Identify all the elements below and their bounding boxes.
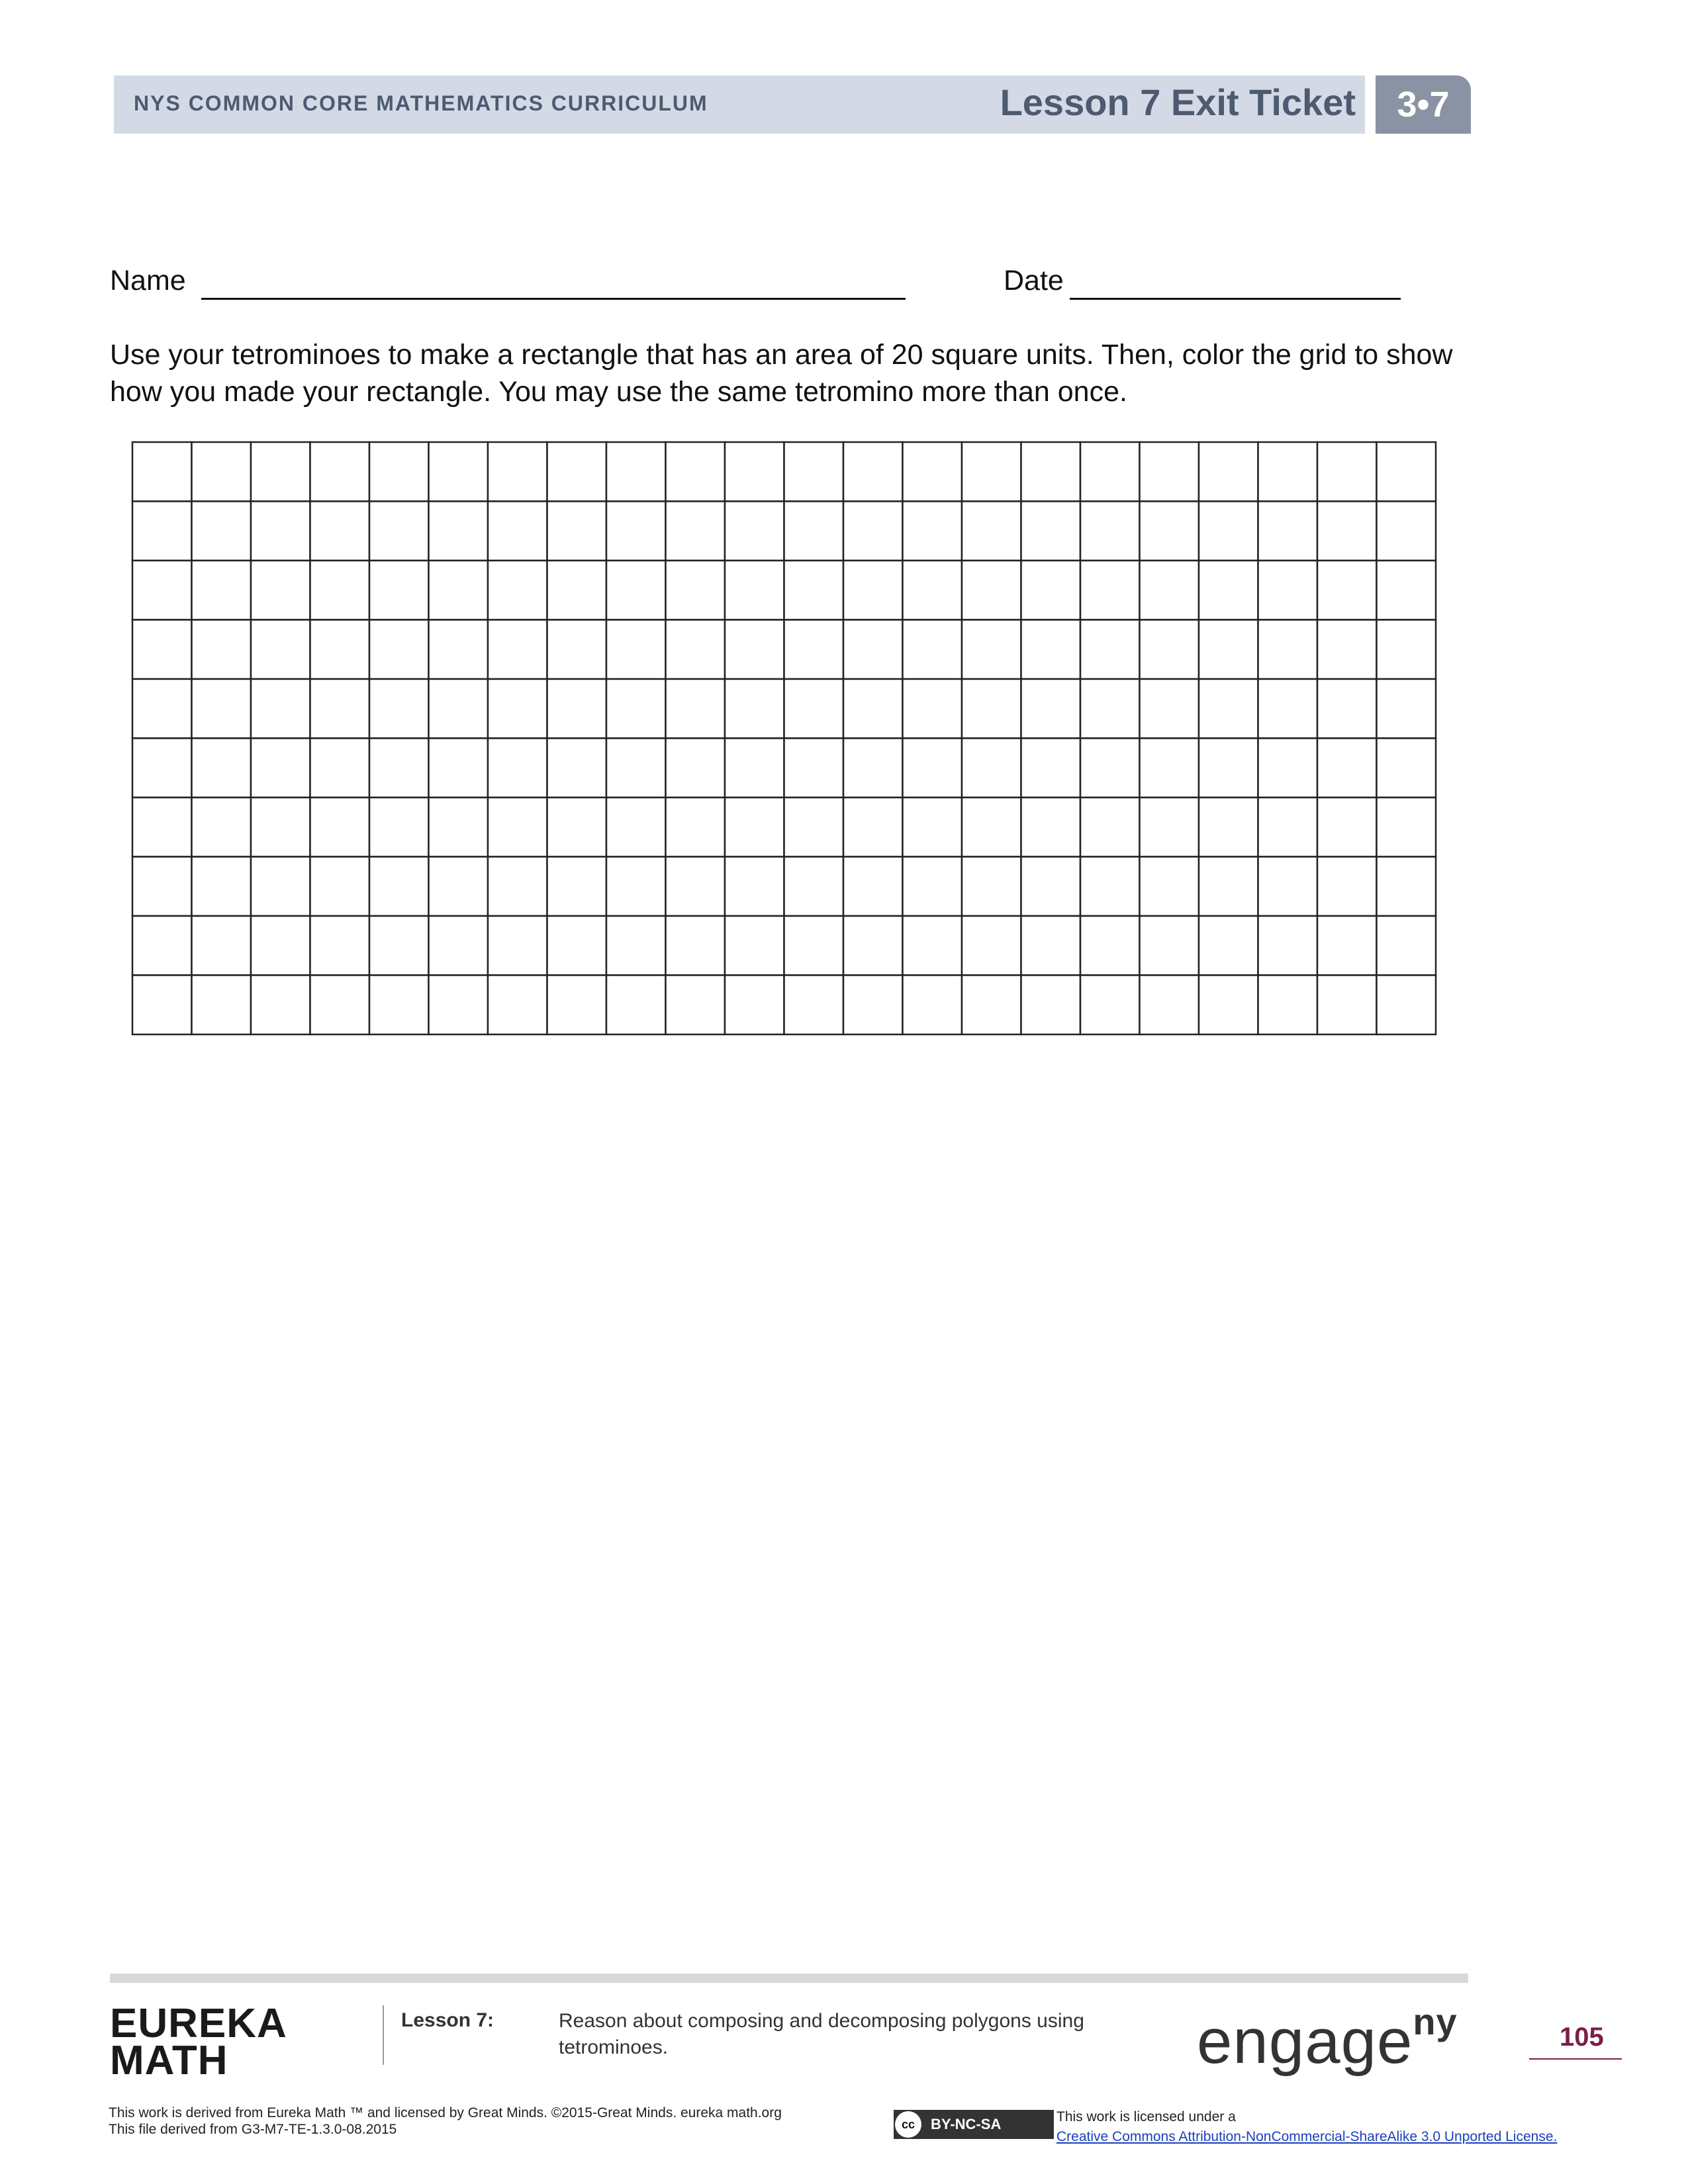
grid-cell[interactable] [1140,502,1199,561]
grid-cell[interactable] [310,857,370,917]
grid-cell[interactable] [192,502,252,561]
grid-cell[interactable] [962,561,1021,620]
credit-text [109,2105,782,2138]
grid-cell[interactable] [606,502,666,561]
grid-cell[interactable] [962,739,1021,798]
grid-cell[interactable] [1140,620,1199,680]
grid-cell[interactable] [1080,620,1140,680]
grid-cell[interactable] [547,620,607,680]
grid-cell[interactable] [1199,857,1258,917]
grid-cell[interactable] [1377,442,1436,502]
grid-cell[interactable] [606,916,666,976]
grid-cell[interactable] [962,797,1021,857]
grid-cell[interactable] [547,916,607,976]
grid-cell[interactable] [784,857,844,917]
grid-cell[interactable] [369,620,429,680]
grid-cell[interactable] [192,739,252,798]
grid-cell[interactable] [784,561,844,620]
grid-cell[interactable] [547,502,607,561]
grid-cell[interactable] [251,916,310,976]
grid-cell[interactable] [192,916,252,976]
grid-cell[interactable] [369,797,429,857]
grid-cell[interactable] [1258,797,1318,857]
grid-cell[interactable] [132,976,192,1035]
grid-cell[interactable] [903,916,962,976]
instructions-line-1: Use your tetrominoes to make a rectangle that has an area of 20 square units. Then, color the grid to show [110,339,1453,371]
grid-cell[interactable] [606,442,666,502]
grid-cell[interactable] [429,976,489,1035]
grid-cell[interactable] [369,916,429,976]
curriculum-title: NYS COMMON CORE MATHEMATICS CURRICULUM [134,91,708,115]
grid-cell[interactable] [606,561,666,620]
grid-cell[interactable] [1080,797,1140,857]
cc-license-badge [894,2110,1054,2139]
grid-cell[interactable] [251,679,310,739]
grid-cell[interactable] [132,502,192,561]
grid-cell[interactable] [784,739,844,798]
grid-cell[interactable] [1140,857,1199,917]
grid-cell[interactable] [1258,976,1318,1035]
grid-cell[interactable] [843,561,903,620]
grid-cell[interactable] [903,502,962,561]
footer-rule [110,1974,1468,1983]
grid-cell[interactable] [488,916,547,976]
grid-cell[interactable] [251,502,310,561]
grid-cell[interactable] [251,857,310,917]
grid-cell[interactable] [1080,857,1140,917]
grid-cell[interactable] [1021,502,1081,561]
grid-cell[interactable] [1080,976,1140,1035]
grid-cell[interactable] [488,797,547,857]
grid-cell[interactable] [369,442,429,502]
grid-cell[interactable] [310,442,370,502]
grid-cell[interactable] [1080,679,1140,739]
grid-cell[interactable] [547,976,607,1035]
grid-cell[interactable] [132,442,192,502]
grid-cell[interactable] [962,976,1021,1035]
grid-cell[interactable] [488,976,547,1035]
grid-cell[interactable] [1080,442,1140,502]
grid-cell[interactable] [488,857,547,917]
grid-cell[interactable] [547,561,607,620]
grid-cell[interactable] [843,857,903,917]
grid-cell[interactable] [192,797,252,857]
grid-cell[interactable] [666,679,726,739]
grid-cell[interactable] [725,442,784,502]
grid-cell[interactable] [547,739,607,798]
grid-cell[interactable] [1258,679,1318,739]
cc-icon: cc [895,2111,921,2138]
credit-line-2: This file derived from G3-M7-TE-1.3.0-08.2015 [109,2122,397,2137]
grid-cell[interactable] [784,442,844,502]
name-label: Name [110,265,186,296]
grid-cell[interactable] [1199,976,1258,1035]
grid-cell[interactable] [251,739,310,798]
grid-cell[interactable] [843,620,903,680]
grid-cell[interactable] [843,976,903,1035]
engage-text: engage [1197,2006,1413,2077]
grid-cell[interactable] [192,976,252,1035]
grid-cell[interactable] [429,442,489,502]
grid-cell[interactable] [1021,916,1081,976]
grid-cell[interactable] [369,739,429,798]
grid-cell[interactable] [843,797,903,857]
grid-cell[interactable] [1258,739,1318,798]
page-number-rule [1529,2058,1622,2060]
grid-cell[interactable] [1140,797,1199,857]
grid-cell[interactable] [1258,857,1318,917]
engage-sup: ny [1413,2001,1458,2042]
grid-cell[interactable] [310,976,370,1035]
grid-cell[interactable] [725,739,784,798]
grid-cell[interactable] [310,620,370,680]
grid-cell[interactable] [132,561,192,620]
page-number: 105 [1560,2023,1604,2052]
grid-cell[interactable] [784,976,844,1035]
grid-cell[interactable] [962,857,1021,917]
grid-cell[interactable] [606,857,666,917]
grid-cell[interactable] [1317,561,1377,620]
grid-cell[interactable] [1140,916,1199,976]
grid-cell[interactable] [903,857,962,917]
grid-cell[interactable] [132,739,192,798]
grid-cell[interactable] [1317,916,1377,976]
instructions-line-2: how you made your rectangle. You may use the same tetromino more than once. [110,376,1127,408]
grid-cell[interactable] [488,502,547,561]
grid-cell[interactable] [784,916,844,976]
grid-cell[interactable] [132,916,192,976]
lesson-title: Lesson 7 Exit Ticket [1000,81,1356,123]
grid-cell[interactable] [784,620,844,680]
grid-cell[interactable] [1377,916,1436,976]
grid-cell[interactable] [666,976,726,1035]
grid-cell[interactable] [1199,679,1258,739]
grid-cell[interactable] [429,916,489,976]
grid-cell[interactable] [429,561,489,620]
grid-cell[interactable] [666,797,726,857]
grid-cell[interactable] [251,561,310,620]
grid-cell[interactable] [1317,620,1377,680]
credit-line-1: This work is derived from Eureka Math ™ and licensed by Great Minds. ©2015-Great Minds. eureka math.org [109,2105,782,2120]
grid-cell[interactable] [429,797,489,857]
grid-cell[interactable] [1021,620,1081,680]
grid-cell[interactable] [429,620,489,680]
grid-cell[interactable] [666,502,726,561]
grid-cell[interactable] [1199,442,1258,502]
grid-cell[interactable] [1021,857,1081,917]
grid-cell[interactable] [666,739,726,798]
grid-cell[interactable] [1377,857,1436,917]
grid-cell[interactable] [1377,739,1436,798]
grid-cell[interactable] [1080,739,1140,798]
grid-cell[interactable] [1140,976,1199,1035]
grid-cell[interactable] [1199,739,1258,798]
grid-cell[interactable] [547,857,607,917]
grid-cell[interactable] [547,797,607,857]
grid-cell[interactable] [1317,857,1377,917]
grid-cell[interactable] [784,502,844,561]
grid-cell[interactable] [1140,561,1199,620]
grid-cell[interactable] [725,976,784,1035]
grid-cell[interactable] [1199,502,1258,561]
grid-cell[interactable] [547,442,607,502]
grid-cell[interactable] [1021,797,1081,857]
grid-cell[interactable] [1377,620,1436,680]
grid-cell[interactable] [1199,620,1258,680]
grid-cell[interactable] [1258,502,1318,561]
grid-cell[interactable] [1317,502,1377,561]
grid-cell[interactable] [310,561,370,620]
license-text [1056,2107,1557,2147]
grid-cell[interactable] [1317,739,1377,798]
grid-cell[interactable] [1377,502,1436,561]
grid-cell[interactable] [310,679,370,739]
grid-cell[interactable] [903,620,962,680]
grid-cell[interactable] [843,442,903,502]
grid-cell[interactable] [962,679,1021,739]
grid-cell[interactable] [132,797,192,857]
grid-cell[interactable] [843,679,903,739]
logo-line-1: EUREKA [110,2001,287,2046]
grid-cell[interactable] [369,976,429,1035]
grid-cell[interactable] [488,679,547,739]
grid-cell[interactable] [251,620,310,680]
footer-lesson-description: Reason about composing and decomposing polygons using tetrominoes. [559,2010,1084,2058]
engageny-logo [1197,2001,1458,2078]
grid-cell[interactable] [962,620,1021,680]
grid-cell[interactable] [725,857,784,917]
grid-cell[interactable] [1317,976,1377,1035]
grid-cell[interactable] [429,679,489,739]
grid-cell[interactable] [251,797,310,857]
grid-cell[interactable] [1021,976,1081,1035]
grid-cell[interactable] [666,620,726,680]
grid-cell[interactable] [369,857,429,917]
grid-cell[interactable] [488,620,547,680]
grid-cell[interactable] [369,679,429,739]
grid-cell[interactable] [903,679,962,739]
grid-cell[interactable] [606,620,666,680]
grid-cell[interactable] [1199,561,1258,620]
grid-cell[interactable] [903,442,962,502]
eureka-math-logo [110,2001,287,2083]
grid-cell[interactable] [843,502,903,561]
grid-cell[interactable] [1021,442,1081,502]
grid-cell[interactable] [1140,739,1199,798]
grid-cell[interactable] [725,620,784,680]
grid-cell[interactable] [1317,679,1377,739]
grid-cell[interactable] [903,797,962,857]
grid-cell[interactable] [903,561,962,620]
grid-cell[interactable] [488,561,547,620]
grid-cell[interactable] [903,739,962,798]
grid-cell[interactable] [725,561,784,620]
grid-cell[interactable] [666,916,726,976]
grid-cell[interactable] [962,916,1021,976]
grid-cell[interactable] [725,502,784,561]
grid-cell[interactable] [784,797,844,857]
grid-cell[interactable] [843,739,903,798]
grid-cell[interactable] [192,679,252,739]
grid-cell[interactable] [547,679,607,739]
grid-cell[interactable] [1317,442,1377,502]
grid-cell[interactable] [1140,442,1199,502]
license-link[interactable]: Creative Commons Attribution-NonCommercial-ShareAlike 3.0 Unported License. [1056,2129,1558,2144]
grid-cell[interactable] [666,442,726,502]
grid-cell[interactable] [192,857,252,917]
grid-cell[interactable] [1377,679,1436,739]
grid-cell[interactable] [1021,561,1081,620]
grade-module-badge: 3•7 [1376,75,1471,134]
grid-cell[interactable] [606,739,666,798]
grid-cell[interactable] [1080,916,1140,976]
grid-cell[interactable] [1258,561,1318,620]
grid-cell[interactable] [310,502,370,561]
footer-lesson-label: Lesson 7: [401,2009,494,2031]
grid-cell[interactable] [1199,916,1258,976]
grid-cell[interactable] [843,916,903,976]
grid-cell[interactable] [429,857,489,917]
grid-cell[interactable] [606,976,666,1035]
grid-cell[interactable] [725,797,784,857]
cc-badge-text: BY-NC-SA [931,2116,1002,2132]
grid-cell[interactable] [310,797,370,857]
grid-cell[interactable] [1317,797,1377,857]
grid-cell[interactable] [1140,679,1199,739]
footer-divider [383,2005,384,2065]
grid-cell[interactable] [369,502,429,561]
grid-cell[interactable] [1021,739,1081,798]
grid-cell[interactable] [1258,916,1318,976]
grid-cell[interactable] [192,561,252,620]
grid-cell[interactable] [132,857,192,917]
grid-cell[interactable] [903,976,962,1035]
grid-cell[interactable] [251,442,310,502]
grid-cell[interactable] [1021,679,1081,739]
grid-cell[interactable] [1258,442,1318,502]
grid-cell[interactable] [132,679,192,739]
grid-cell[interactable] [310,739,370,798]
grid-cell[interactable] [962,442,1021,502]
grid-cell[interactable] [1258,620,1318,680]
grid-cell[interactable] [962,502,1021,561]
grid-cell[interactable] [369,561,429,620]
grid-cell[interactable] [606,679,666,739]
grid-cell[interactable] [429,502,489,561]
grid-cell[interactable] [1377,797,1436,857]
grid-cell[interactable] [1377,561,1436,620]
grid-cell[interactable] [1080,561,1140,620]
grid-cell[interactable] [310,916,370,976]
grid-cell[interactable] [488,442,547,502]
grid-cell[interactable] [666,561,726,620]
grid-cell[interactable] [666,857,726,917]
grid-cell[interactable] [192,442,252,502]
grid-cell[interactable] [1080,502,1140,561]
license-line-1: This work is licensed under a [1056,2109,1236,2124]
grid-cell[interactable] [488,739,547,798]
grid-cell[interactable] [725,679,784,739]
logo-line-2: MATH [110,2038,228,2083]
date-label: Date [1004,265,1064,296]
grid-cell[interactable] [429,739,489,798]
grid-cell[interactable] [606,797,666,857]
grid-cell[interactable] [784,679,844,739]
grid-cell[interactable] [192,620,252,680]
grid-cell[interactable] [725,916,784,976]
grid-cell[interactable] [251,976,310,1035]
grid-cell[interactable] [1199,797,1258,857]
grid-cell[interactable] [1377,976,1436,1035]
grid-cell[interactable] [132,620,192,680]
